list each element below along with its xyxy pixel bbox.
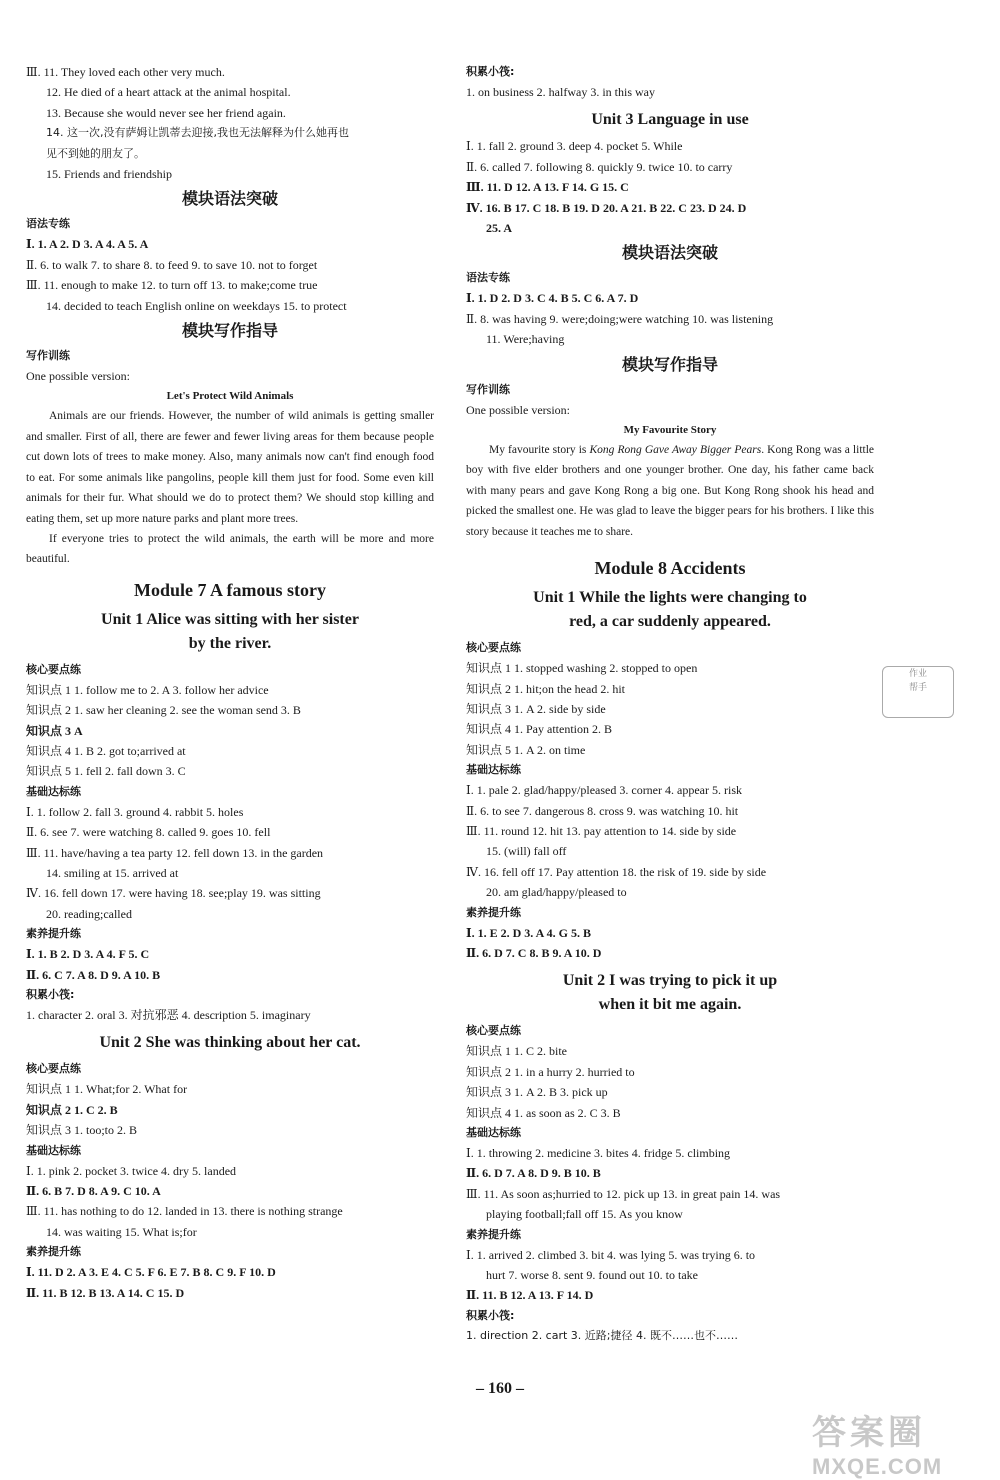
right-column bbox=[466, 62, 874, 1346]
answer-line: Ⅱ. 6. D 7. C 8. B 9. A 10. D bbox=[466, 945, 602, 960]
answer-line: Ⅱ. 11. B 12. B 13. A 14. C 15. D bbox=[26, 1285, 185, 1300]
exercise-tag: 积累小筏: bbox=[466, 65, 515, 78]
exercise-tag: 写作训练 bbox=[466, 382, 510, 396]
exercise-tag: 语法专练 bbox=[466, 271, 510, 285]
page-number: – 160 – bbox=[476, 1380, 524, 1397]
answer-line: Ⅱ. 6. D 7. A 8. D 9. B 10. B bbox=[466, 1166, 601, 1181]
answer-line: 知识点 2 1. in a hurry 2. hurried to bbox=[466, 1064, 635, 1079]
version-label: One possible version: bbox=[26, 369, 130, 384]
version-label: One possible version: bbox=[466, 402, 570, 417]
badge-text: 帮手 bbox=[908, 683, 927, 693]
exercise-tag: 核心要点练 bbox=[466, 641, 521, 655]
section-heading-writing: 模块写作指导 bbox=[181, 321, 278, 341]
answer-line: Ⅲ. 11. D 12. A 13. F 14. G 15. C bbox=[466, 180, 629, 195]
answer-line: 14. decided to teach English online on weekdays 15. to protect bbox=[46, 298, 347, 313]
answer-line: 1. on business 2. halfway 3. in this way bbox=[466, 85, 655, 99]
answer-line: Ⅰ. 1. throwing 2. medicine 3. bites 4. fridge 5. climbing bbox=[466, 1146, 731, 1160]
unit-title: Unit 1 Alice was sitting with her sister bbox=[101, 610, 359, 628]
answer-line: Ⅲ. 11. have/having a tea party 12. fell down 13. in the garden bbox=[26, 845, 324, 860]
answer-line: 25. A bbox=[486, 221, 513, 236]
answer-line: Ⅲ. 11. They loved each other very much. bbox=[26, 65, 225, 79]
answer-line: 知识点 4 1. Pay attention 2. B bbox=[466, 722, 612, 737]
answer-line: 知识点 4 1. B 2. got to;arrived at bbox=[26, 743, 186, 758]
answer-line: Ⅲ. 11. has nothing to do 12. landed in 13. there is nothing strange bbox=[26, 1204, 343, 1219]
unit-title: by the river. bbox=[188, 634, 272, 652]
answer-line: 知识点 3 1. A 2. side by side bbox=[466, 701, 606, 716]
answer-line: hurt 7. worse 8. sent 9. found out 10. to take bbox=[486, 1268, 698, 1283]
exercise-tag: 素养提升练 bbox=[466, 905, 521, 919]
badge-text: 作业 bbox=[908, 669, 927, 679]
exercise-tag: 核心要点练 bbox=[466, 1024, 521, 1038]
answer-line: Ⅳ. 16. fell off 17. Pay attention 18. the risk of 19. side by side bbox=[466, 864, 767, 879]
exercise-tag: 素养提升练 bbox=[466, 1227, 521, 1241]
exercise-tag: 积累小筏: bbox=[26, 988, 75, 1001]
answer-line: Ⅱ. 11. B 12. A 13. F 14. D bbox=[466, 1288, 594, 1303]
answer-line: 13. Because she would never see her friend again. bbox=[46, 105, 286, 120]
unit-title: when it bit me again. bbox=[598, 996, 742, 1014]
answer-line: playing football;fall off 15. As you know bbox=[486, 1207, 683, 1222]
answer-line: 知识点 2 1. saw her cleaning 2. see the woman send 3. B bbox=[26, 703, 301, 718]
exercise-tag: 素养提升练 bbox=[26, 927, 81, 941]
answer-line: Ⅰ. 1. follow 2. fall 3. ground 4. rabbit 5. holes bbox=[26, 804, 244, 819]
answer-line: Ⅰ. 1. B 2. D 3. A 4. F 5. C bbox=[26, 947, 150, 962]
answer-line: 知识点 1 1. follow me to 2. A 3. follow her advice bbox=[26, 682, 269, 697]
section-heading-grammar: 模块语法突破 bbox=[181, 189, 278, 209]
answer-line: Ⅱ. 6. to walk 7. to share 8. to feed 9. to save 10. not to forget bbox=[26, 257, 318, 272]
answer-line: 知识点 5 1. fell 2. fall down 3. C bbox=[26, 764, 186, 779]
answer-line: Ⅰ. 1. pink 2. pocket 3. twice 4. dry 5. landed bbox=[26, 1163, 237, 1178]
essay-paragraph: If everyone tries to protect the wild animals, the earth will be more and more beautiful. bbox=[26, 532, 434, 566]
story-name: Kong Rong Gave Away Bigger Pears bbox=[589, 444, 762, 457]
answer-line: Ⅰ. 1. pale 2. glad/happy/pleased 3. corner 4. appear 5. risk bbox=[466, 783, 742, 798]
answer-line: 知识点 1 1. C 2. bite bbox=[466, 1044, 567, 1059]
exercise-tag: 素养提升练 bbox=[26, 1245, 81, 1259]
answer-line: Ⅲ. 11. enough to make 12. to turn off 13. to make;come true bbox=[26, 278, 318, 293]
watermark-logo: 答案圈 bbox=[812, 1413, 926, 1453]
answer-line: 20. am glad/happy/pleased to bbox=[486, 885, 627, 900]
top-answers bbox=[26, 62, 434, 184]
answer-line: 知识点 5 1. A 2. on time bbox=[466, 742, 586, 757]
answer-line: 15. (will) fall off bbox=[486, 844, 567, 859]
answer-line: 知识点 4 1. as soon as 2. C 3. B bbox=[466, 1105, 621, 1120]
answer-line: 知识点 2 1. C 2. B bbox=[26, 1102, 118, 1117]
answer-line: 15. Friends and friendship bbox=[46, 167, 172, 182]
answer-line: Ⅱ. 6. called 7. following 8. quickly 9. twice 10. to carry bbox=[466, 159, 733, 174]
exercise-tag: 基础达标练 bbox=[466, 763, 521, 777]
answer-line: 14. was waiting 15. What is;for bbox=[46, 1224, 197, 1239]
essay-paragraph: Animals are our friends. However, the number of wild animals is getting smaller and smaller. First of all, there are fewer and fewer living areas for them because people cut down lots of trees to make money. Also, many animals now can't find enough food to eat. For some animals like pangolins, people kill them just for food. Some even kill animals for their fur. What should we do to protect them? We should stop killing and eating them, set up more nature parks and plant more trees. bbox=[26, 410, 434, 525]
exercise-tag: 写作训练 bbox=[26, 349, 70, 363]
answer-line: Ⅱ. 6. to see 7. dangerous 8. cross 9. was watching 10. hit bbox=[466, 803, 739, 818]
unit-title: Unit 3 Language in use bbox=[591, 111, 749, 129]
answer-line: Ⅰ. 1. A 2. D 3. A 4. A 5. A bbox=[26, 237, 149, 252]
answer-line: 知识点 3 1. A 2. B 3. pick up bbox=[466, 1085, 608, 1100]
section-heading-writing: 模块写作指导 bbox=[621, 354, 718, 374]
answer-line: 20. reading;called bbox=[46, 906, 132, 921]
homework-helper-badge bbox=[882, 666, 954, 718]
essay-intro: My favourite story is bbox=[489, 444, 590, 457]
answer-line: 12. He died of a heart attack at the animal hospital. bbox=[46, 85, 291, 100]
answer-line: Ⅳ. 16. B 17. C 18. B 19. D 20. A 21. B 22. C 23. D 24. D bbox=[466, 200, 747, 215]
exercise-tag: 基础达标练 bbox=[26, 1143, 81, 1157]
answer-line: 14. 这一次,没有萨姆让凯蒂去迎接,我也无法解释为什么她再也 bbox=[46, 126, 349, 140]
unit-title: Unit 2 I was trying to pick it up bbox=[562, 972, 778, 990]
unit-title: Unit 2 She was thinking about her cat. bbox=[99, 1034, 361, 1052]
module-title: Module 8 Accidents bbox=[594, 558, 746, 579]
answer-line: Ⅳ. 16. fell down 17. were having 18. see;play 19. was sitting bbox=[26, 886, 321, 901]
answer-line: 1. character 2. oral 3. 对抗邪恶 4. description 5. imaginary bbox=[26, 1008, 311, 1022]
exercise-tag: 基础达标练 bbox=[466, 1126, 521, 1139]
answer-line: Ⅰ. 11. D 2. A 3. E 4. C 5. F 6. E 7. B 8. C 9. F 10. D bbox=[26, 1265, 276, 1280]
watermark-url: MXQE.COM bbox=[812, 1454, 943, 1479]
exercise-tag: 核心要点练 bbox=[26, 662, 81, 676]
watermark bbox=[812, 1405, 942, 1480]
answer-line: 11. Were;having bbox=[486, 332, 565, 347]
answer-line: 知识点 3 A bbox=[26, 723, 83, 738]
answer-line: 1. direction 2. cart 3. 近路;捷径 4. 既不……也不…… bbox=[466, 1328, 738, 1342]
answer-line: Ⅰ. 1. fall 2. ground 3. deep 4. pocket 5. While bbox=[466, 139, 683, 154]
answer-line: 知识点 3 1. too;to 2. B bbox=[26, 1123, 138, 1138]
unit-title: red, a car suddenly appeared. bbox=[569, 613, 771, 631]
answer-line: 14. smiling at 15. arrived at bbox=[46, 865, 179, 880]
answer-line: Ⅱ. 6. see 7. were watching 8. called 9. goes 10. fell bbox=[26, 825, 271, 840]
exercise-tag: 语法专练 bbox=[26, 217, 70, 231]
answer-line: Ⅱ. 6. C 7. A 8. D 9. A 10. B bbox=[26, 967, 161, 982]
answer-line: Ⅱ. 8. was having 9. were;doing;were watching 10. was listening bbox=[466, 311, 774, 326]
answer-line: Ⅲ. 11. As soon as;hurried to 12. pick up 13. in great pain 14. was bbox=[466, 1186, 781, 1201]
exercise-tag: 核心要点练 bbox=[26, 1062, 81, 1076]
answer-line: 知识点 2 1. hit;on the head 2. hit bbox=[466, 681, 625, 696]
module-title: Module 7 A famous story bbox=[133, 579, 326, 600]
essay-rest: . Kong Rong was a little boy with five elder brothers and one younger brother. One day, his father came back with many pears and gave Kong Rong a big one. But Kong Rong shook his head and picked the smallest one. He was glad to leave the bigger pears for his brothers. I like this story because it teaches me to share. bbox=[466, 444, 875, 538]
answer-line: Ⅰ. 1. arrived 2. climbed 3. bit 4. was lying 5. was trying 6. to bbox=[466, 1247, 756, 1262]
section-heading-grammar: 模块语法突破 bbox=[621, 243, 718, 263]
answer-line: Ⅲ. 11. round 12. hit 13. pay attention to 14. side by side bbox=[466, 823, 737, 838]
answer-line: 见不到她的朋友了。 bbox=[46, 146, 145, 160]
exercise-tag: 积累小筏: bbox=[466, 1308, 515, 1322]
essay-title: My Favourite Story bbox=[623, 424, 717, 437]
exercise-tag: 基础达标练 bbox=[26, 784, 81, 798]
essay-paragraph bbox=[466, 440, 874, 542]
answer-line: 知识点 1 1. What;for 2. What for bbox=[26, 1082, 188, 1097]
unit-title: Unit 1 While the lights were changing to bbox=[533, 589, 807, 607]
answer-line: Ⅰ. 1. E 2. D 3. A 4. G 5. B bbox=[466, 925, 591, 940]
left-column bbox=[26, 62, 434, 1303]
answer-line: Ⅰ. 1. D 2. D 3. C 4. B 5. C 6. A 7. D bbox=[466, 291, 639, 306]
answer-line: 知识点 1 1. stopped washing 2. stopped to open bbox=[466, 661, 698, 676]
essay-title: Let's Protect Wild Animals bbox=[166, 390, 294, 403]
answer-line: Ⅱ. 6. B 7. D 8. A 9. C 10. A bbox=[26, 1184, 161, 1199]
